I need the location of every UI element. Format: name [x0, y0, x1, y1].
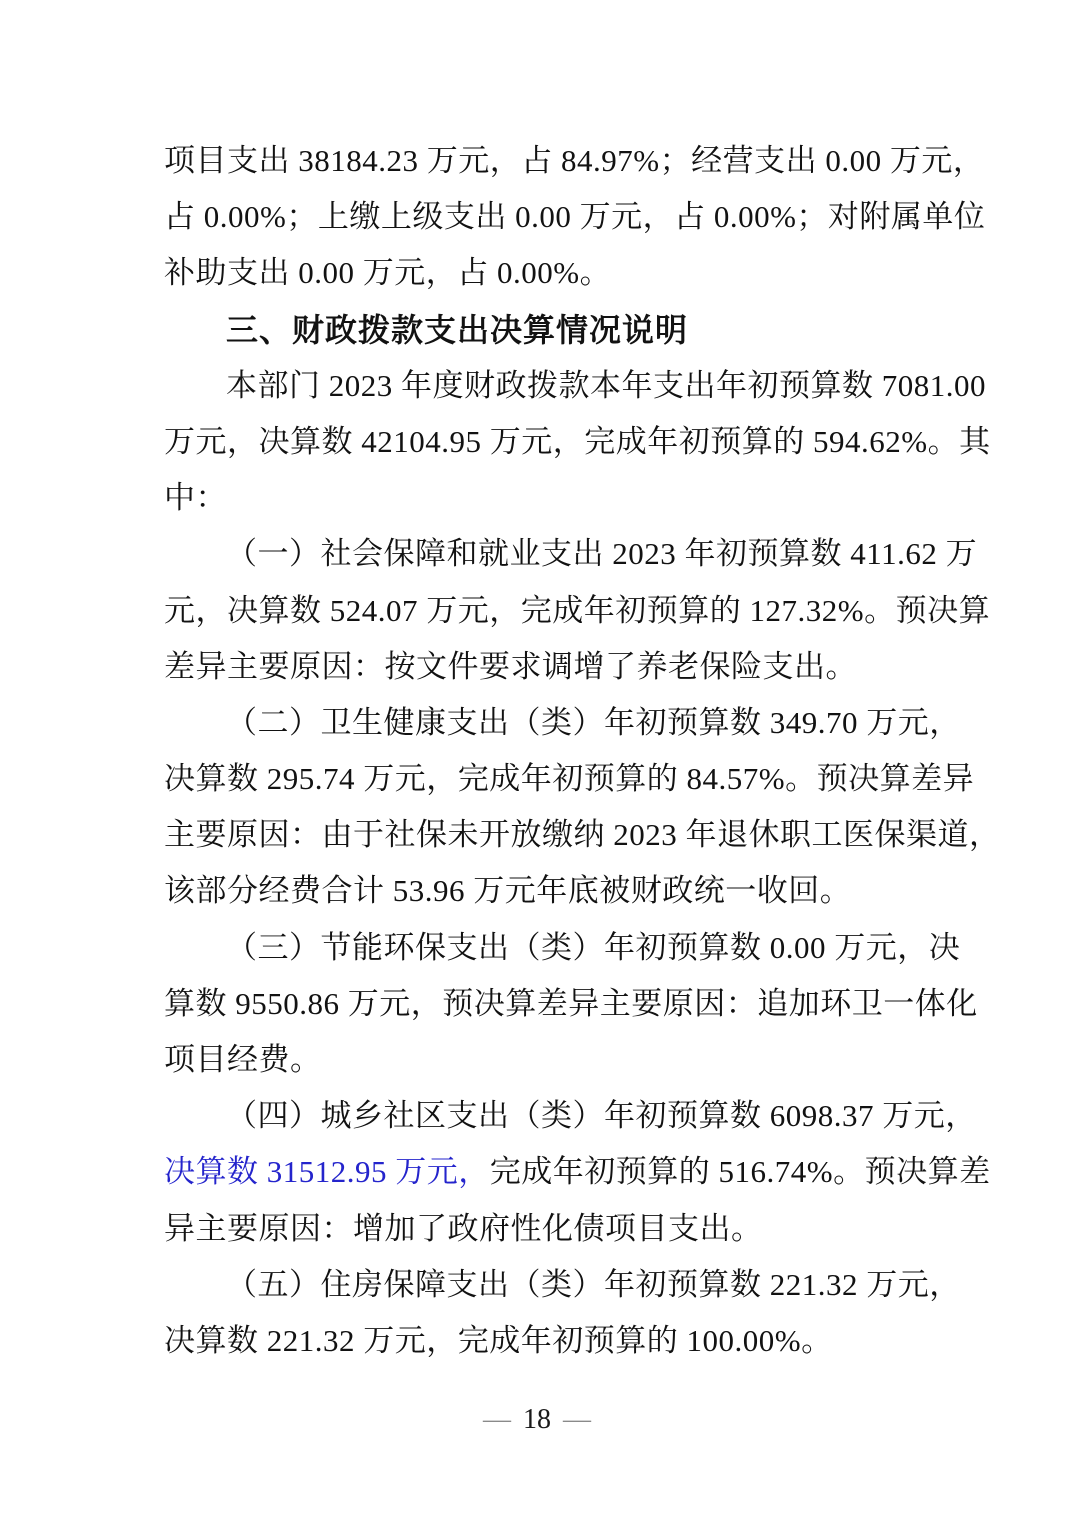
- text-line: [164, 807, 1001, 863]
- text-line: [164, 133, 985, 189]
- text-line: [164, 920, 961, 976]
- text-line: [164, 470, 910, 526]
- footer-left-dash: —: [483, 1404, 511, 1435]
- text-line: [164, 1257, 961, 1313]
- page-number: 18: [523, 1404, 551, 1435]
- text-segment: 算数 9550.86 万元，预决算差异主要原因：追加环卫一体化: [164, 985, 978, 1021]
- text-segment: 完成年初预算的 516.74%。预决算差: [489, 1154, 991, 1190]
- section-heading: [164, 302, 910, 358]
- text-line: [164, 639, 910, 695]
- text-line: [164, 358, 986, 414]
- text-line: [164, 1313, 910, 1369]
- text-segment: 决算数 295.74 万元，完成年初预算的 84.57%。预决算差异: [164, 761, 975, 797]
- text-segment: 该部分经费合计 53.96 万元年底被财政统一收回。: [164, 873, 852, 909]
- page-footer: [0, 1403, 1074, 1437]
- text-line: [164, 414, 991, 470]
- text-segment: （四）城乡社区支出（类）年初预算数 6098.37 万元，: [226, 1098, 977, 1134]
- document-body: [164, 133, 1001, 1369]
- text-segment: 主要原因：由于社保未开放缴纳 2023 年退休职工医保渠道，: [164, 817, 1001, 853]
- text-segment: 补助支出 0.00 万元，占 0.00%。: [164, 255, 612, 291]
- text-segment: （二）卫生健康支出（类）年初预算数 349.70 万元，: [226, 704, 961, 740]
- text-segment: 万元，决算数 42104.95 万元，完成年初预算的 594.62%。其: [164, 423, 991, 459]
- text-segment: 中：: [164, 480, 227, 516]
- text-line: [164, 863, 910, 919]
- text-segment: 三、财政拨款支出决算情况说明: [226, 311, 689, 348]
- text-line: [164, 1088, 977, 1144]
- highlighted-text: 决算数 31512.95 万元，: [164, 1154, 490, 1190]
- text-line: [164, 189, 986, 245]
- text-segment: 差异主要原因：按文件要求调增了养老保险支出。: [164, 648, 857, 684]
- text-line: [164, 1144, 991, 1200]
- text-line: [164, 526, 978, 582]
- text-segment: 本部门 2023 年度财政拨款本年支出年初预算数 7081.00: [226, 367, 986, 403]
- text-line: [164, 976, 978, 1032]
- text-segment: 决算数 221.32 万元，完成年初预算的 100.00%。: [164, 1322, 833, 1358]
- text-line: [164, 751, 975, 807]
- text-segment: 元，决算数 524.07 万元，完成年初预算的 127.32%。预决算: [164, 592, 991, 628]
- text-segment: （一）社会保障和就业支出 2023 年初预算数 411.62 万: [226, 536, 978, 572]
- text-line: [164, 1032, 910, 1088]
- text-line: [164, 695, 961, 751]
- text-segment: 异主要原因：增加了政府性化债项目支出。: [164, 1210, 763, 1246]
- text-segment: （三）节能环保支出（类）年初预算数 0.00 万元，决: [226, 929, 961, 965]
- text-line: [164, 1201, 910, 1257]
- text-segment: 项目支出 38184.23 万元，占 84.97%；经营支出 0.00 万元，: [164, 143, 985, 178]
- text-line: [164, 245, 910, 301]
- text-segment: （五）住房保障支出（类）年初预算数 221.32 万元，: [226, 1266, 961, 1302]
- footer-right-dash: —: [563, 1404, 591, 1435]
- text-segment: 占 0.00%；上缴上级支出 0.00 万元，占 0.00%；对附属单位: [164, 199, 986, 235]
- text-line: [164, 583, 991, 639]
- text-segment: 项目经费。: [164, 1042, 322, 1077]
